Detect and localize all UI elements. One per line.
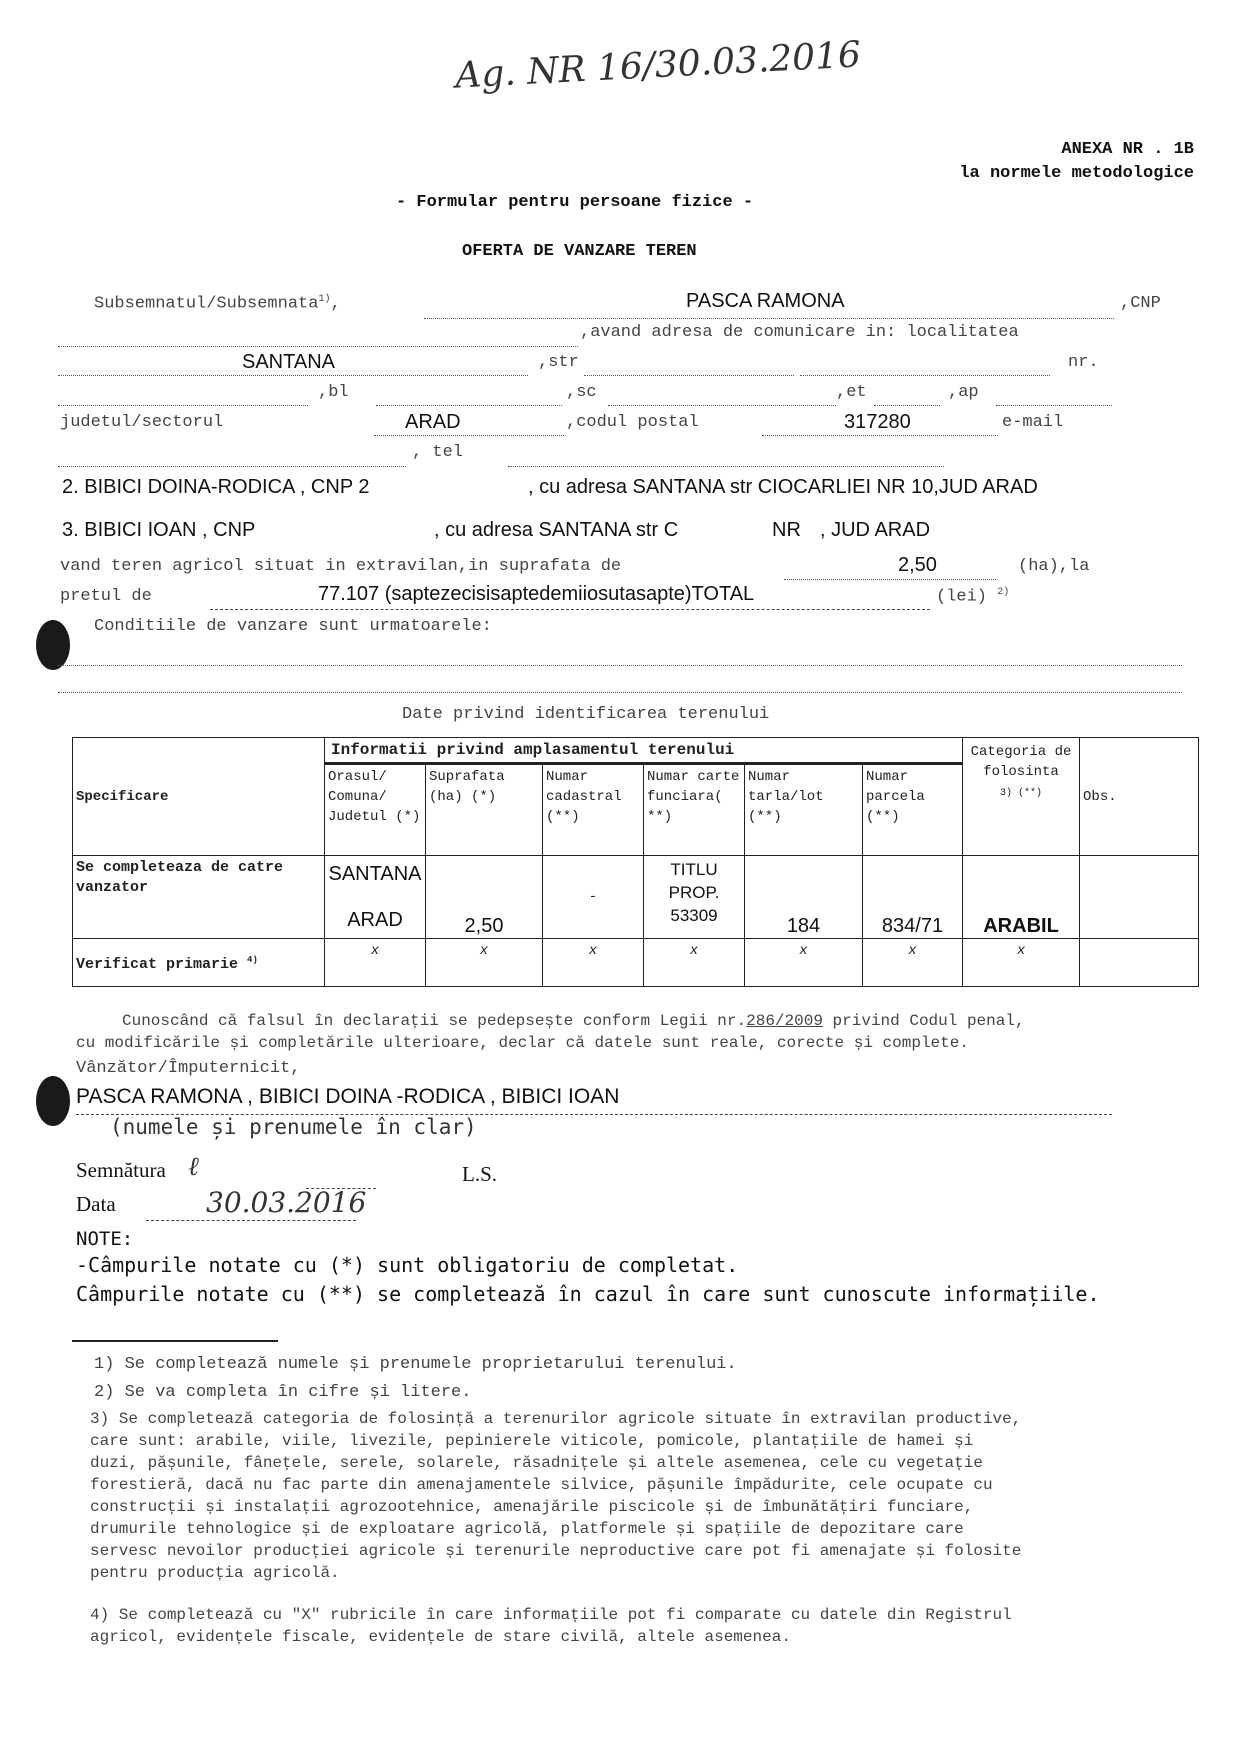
co-seller-3-county: , JUD ARAD — [820, 519, 931, 541]
name-field-line — [424, 318, 1114, 319]
seller-label: Subsemnatul/Subsemnata$^{1)}$, — [94, 294, 341, 314]
price-label: pretul de — [60, 587, 152, 606]
signatory-label: Vânzător/Împuternicit, — [76, 1059, 301, 1078]
date-label: Data — [76, 1192, 116, 1216]
ls-label: L.S. — [462, 1162, 498, 1186]
cell-oras: SANTANA ARAD — [325, 856, 426, 938]
notes-title: NOTE: — [76, 1228, 134, 1250]
punch-hole — [36, 1076, 70, 1126]
cell-obs — [1080, 856, 1199, 938]
nr-field-line — [58, 405, 308, 406]
co-seller-3: 3. BIBICI IOAN , CNP — [62, 519, 256, 541]
col-suprafata-header: Suprafata (ha) (*) — [426, 764, 543, 856]
sale-area: 2,50 — [898, 554, 937, 576]
col-parcela-header: Numar parcela (**) — [863, 764, 963, 856]
date-field-line — [146, 1220, 356, 1221]
et-field-line — [874, 405, 940, 406]
col-oras-header: Orasul/ Comuna/ Judetul (*) — [325, 764, 426, 856]
str-field-line — [584, 375, 794, 376]
et-label: ,et — [836, 383, 867, 402]
spec-header: Specificare — [73, 738, 325, 856]
locality-field-line — [58, 375, 528, 376]
verified-mark: x — [543, 938, 644, 986]
sale-price: 77.107 (saptezecisisaptedemiiosutasapte)TOTAL — [318, 583, 755, 605]
col-cadastral-header: Numar cadastral (**) — [543, 764, 644, 856]
sc-field-line — [608, 405, 836, 406]
area-text: vand teren agricol situat in extravilan,in suprafata de — [60, 557, 622, 576]
declaration-line-1: Cunoscând că falsul în declarații se pedepsește conform Legii nr.286/2009 privind Codul penal, — [122, 1012, 1025, 1030]
co-seller-2-address: , cu adresa SANTANA str CIOCARLIEI NR 10,JUD ARAD — [528, 476, 1038, 498]
cnp-label: ,CNP — [1120, 294, 1161, 313]
bl-label: ,bl — [318, 383, 349, 402]
verified-mark: x — [863, 938, 963, 986]
postal-label: ,codul postal — [566, 413, 699, 432]
tel-label: , tel — [412, 443, 464, 462]
note-2: Câmpurile notate cu (**) se completează în cazul în care sunt cunoscute informațiile. — [76, 1282, 1100, 1306]
price-unit: (lei) $^{2)}$ — [936, 587, 1010, 607]
land-identification-table — [72, 737, 1199, 987]
county-field-line — [374, 435, 564, 436]
email-label: e-mail — [1002, 413, 1064, 432]
note-1: -Câmpurile notate cu (*) sunt obligatoriu de completat. — [76, 1253, 739, 1277]
price-field-line — [210, 609, 930, 610]
area-unit: (ha),la — [1018, 557, 1090, 576]
obs-header: Obs. — [1080, 738, 1199, 856]
str-label: ,str — [538, 353, 579, 372]
page-title: OFERTA DE VANZARE TEREN — [462, 242, 697, 261]
area-field-line — [784, 579, 996, 580]
signature-label: Semnătura — [76, 1158, 166, 1182]
verified-mark: x — [426, 938, 543, 986]
table-section-title: Date privind identificarea terenului — [402, 705, 770, 724]
seller-name: PASCA RAMONA — [686, 290, 845, 312]
postal-field-line — [762, 435, 998, 436]
row-seller-label: Se completeaza de catre vanzator — [73, 856, 325, 938]
cell-categoria: ARABIL — [963, 856, 1080, 938]
cell-suprafata: 2,50 — [426, 856, 543, 938]
conditions-line-1 — [58, 665, 1182, 666]
location-group-header: Informatii privind amplasamentul terenului — [325, 738, 963, 764]
handwritten-registration: Ag. NR 16/30.03.2016 — [454, 34, 862, 97]
footnote-1: 1) Se completează numele și prenumele proprietarului terenului. — [94, 1355, 737, 1374]
co-seller-3-address: , cu adresa SANTANA str C — [434, 519, 679, 541]
col-tarla-header: Numar tarla/lot (**) — [745, 764, 863, 856]
cell-obs-verified — [1080, 938, 1199, 986]
email-field-line — [58, 466, 406, 467]
co-seller-3-nr: NR — [772, 519, 801, 541]
ap-field-line — [996, 405, 1112, 406]
nr-label: nr. — [1068, 353, 1099, 372]
footnote-divider — [72, 1340, 278, 1342]
conditions-line-2 — [58, 692, 1182, 693]
verified-mark: x — [325, 938, 426, 986]
ap-label: ,ap — [948, 383, 979, 402]
signature-date: 30.03.2016 — [206, 1186, 367, 1219]
declaration-line-2: cu modificările și completările ulterioare, declar că datele sunt reale, corecte și complete. — [76, 1034, 969, 1052]
category-header: Categoria de folosinta 3) (**) — [963, 738, 1080, 856]
seller-postal: 317280 — [844, 411, 911, 433]
cell-parcela: 834/71 — [863, 856, 963, 938]
tel-field-line — [508, 466, 944, 467]
names-caption: (numele și prenumele în clar) — [110, 1115, 477, 1139]
punch-hole — [36, 620, 70, 670]
str-field-line-2 — [800, 375, 1050, 376]
cell-cadastral: - — [543, 856, 644, 938]
footnote-4: 4) Se completează cu "X" rubricile în care informațiile pot fi comparate cu datele din Registrul agricol, evidențele fiscale, evidențele de stare civilă, altele asemenea. — [90, 1606, 1012, 1646]
form-type: - Formular pentru persoane fizice - — [396, 193, 754, 212]
verified-mark: x — [963, 938, 1080, 986]
county-label: judetul/sectorul — [60, 413, 224, 432]
row-verified-label: Verificat primarie $^{4)}$ — [73, 938, 325, 986]
footnote-2: 2) Se va completa în cifre și litere. — [94, 1383, 472, 1402]
annex-subtitle: la normele metodologice — [959, 164, 1194, 183]
verified-mark: x — [644, 938, 745, 986]
bl-field-line — [376, 405, 562, 406]
conditions-label: Conditiile de vanzare sunt urmatoarele: — [94, 617, 492, 636]
cnp-field-line — [58, 346, 578, 347]
signature-scribble: ℓ — [188, 1152, 199, 1182]
co-seller-2: 2. BIBICI DOINA-RODICA , CNP 2 — [62, 476, 370, 498]
footnote-3: 3) Se completează categoria de folosință a terenurilor agricole situate în extravilan productive, care sunt: arabile, viile, livezile, pepinierele viticole, pomicole, plantațiile de hamei și duzi, pășunile, fânețele, serele, solarele, răsadnițele și altele asemenea, cele cu vegetație forestieră, dacă nu fac parte din amenajamentele silvice, pășunile împădurite, cele ocupate cu construcții și instalații agrozootehnice, amenajările piscicole și de îmbunătățiri funciare, drumurile tehnologice și de exploatare agricolă, platformele și spațiile de depozitare care servesc nevoilor producției agricole și terenurile neproductive care pot fi amenajate și folosite pentru producția agricolă. — [90, 1410, 1022, 1582]
cell-carte: TITLU PROP. 53309 — [644, 856, 745, 938]
address-intro: ,avand adresa de comunicare in: localitatea — [580, 323, 1019, 342]
verified-mark: x — [745, 938, 863, 986]
cell-tarla: 184 — [745, 856, 863, 938]
signatory-names: PASCA RAMONA , BIBICI DOINA -RODICA , BIBICI IOAN — [76, 1085, 620, 1108]
seller-county: ARAD — [405, 411, 461, 433]
seller-locality: SANTANA — [242, 351, 335, 373]
col-carte-header: Numar carte funciara( **) — [644, 764, 745, 856]
annex-number: ANEXA NR . 1B — [1061, 140, 1194, 159]
sc-label: ,sc — [566, 383, 597, 402]
